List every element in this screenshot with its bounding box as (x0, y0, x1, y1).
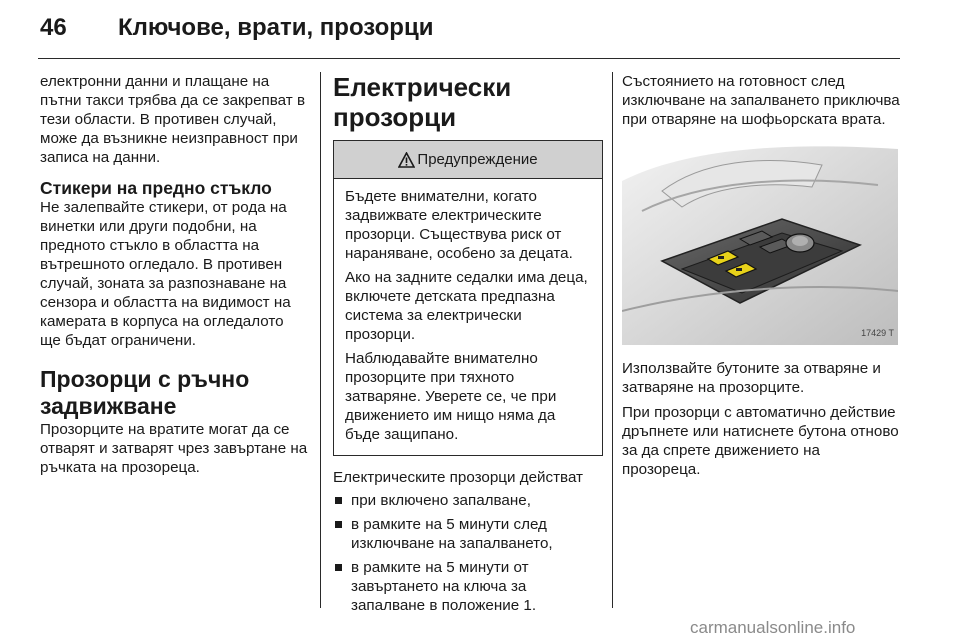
stickers-paragraph: Не залепвайте стикери, от рода на винетки или други подобни, на предното стъкло в областта на вътрешното огледало. В противен случай, зоната за разпознаване на сензора и областта на видимост на камерата в корпуса на огледалото ще бъдат ограничени. (40, 199, 291, 349)
watermark: carmanualsonline.info (690, 618, 856, 637)
page-number: 46 (40, 14, 67, 41)
column-divider-2 (612, 72, 613, 608)
operate-paragraph: Електрическите прозорци действат (333, 469, 584, 486)
ready-state-paragraph: Състоянието на готовност след изключване на запалването приключва при отваряне на шофьорската врата. (622, 73, 900, 128)
warning-body (334, 179, 602, 455)
power-windows-heading: Електрически прозорци (333, 72, 512, 132)
warning-label: Предупреждение (417, 151, 538, 168)
door-panel-drawing (622, 141, 898, 345)
stickers-heading: Стикери на предно стъкло (40, 178, 272, 198)
column-divider-1 (320, 72, 321, 608)
door-switch-illustration (622, 141, 898, 345)
manual-windows-heading: Прозорци с ръчно задвижване (40, 366, 250, 419)
image-reference-code: 17429 T (861, 328, 894, 338)
warning-box (333, 140, 603, 456)
warning-paragraph-2: Ако на задните седалки има деца, включете детската предпазна система за електрически прозорци. (345, 269, 588, 343)
list-item: в рамките на 5 минути след изключване на запалването, (333, 515, 603, 553)
intro-paragraph: електронни данни и плащане на пътни такси трябва да се закрепват в тези области. В противен случай, може да възникне неизправност при записа на данни. (40, 73, 306, 166)
page-title: Ключове, врати, прозорци (118, 14, 434, 41)
conditions-list (333, 491, 603, 615)
warning-triangle-icon (398, 152, 415, 168)
list-item: при включено запалване, (333, 491, 603, 510)
warning-paragraph-3: Наблюдавайте внимателно прозорците при тяхното затваряне. Уверете се, че при движението им нищо няма да бъде защипано. (345, 350, 557, 443)
warning-header (334, 141, 602, 179)
column-right (622, 72, 902, 479)
manual-windows-paragraph: Прозорците на вратите могат да се отварят и затварят чрез завъртане на ръчката на прозореца. (40, 421, 308, 476)
automatic-windows-paragraph: При прозорци с автоматично действие дръпнете или натиснете бутона отново за да спрете движението на прозореца. (622, 404, 899, 478)
use-buttons-paragraph: Използвайте бутоните за отваряне и затваряне на прозорците. (622, 360, 881, 396)
warning-paragraph-1: Бъдете внимателни, когато задвижвате електрическите прозорци. Съществува риск от нараняване, особено за децата. (345, 188, 573, 262)
column-left (40, 72, 308, 477)
list-item: в рамките на 5 минути от завъртането на ключа за запалване в положение 1. (333, 558, 603, 615)
page-header (0, 0, 960, 62)
column-middle (333, 72, 603, 620)
header-divider (38, 58, 900, 59)
